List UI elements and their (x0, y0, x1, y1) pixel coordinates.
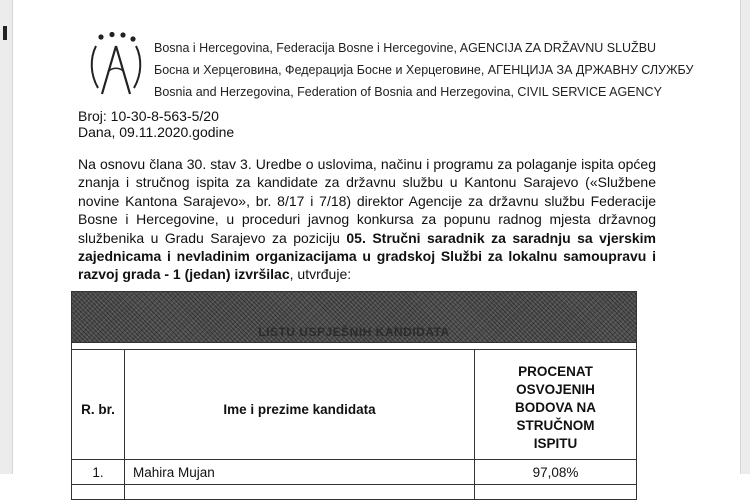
header-score-line: BODOVA NA (515, 400, 596, 415)
paragraph-ending: , utvrđuje: (289, 266, 352, 283)
edge-marker (3, 26, 7, 40)
table-header-row (72, 350, 637, 460)
table-caption-cell (72, 292, 637, 343)
reference-date: Dana, 09.11.2020.godine (78, 124, 235, 140)
table-spacer-row (72, 343, 637, 350)
reference-number: Broj: 10-30-8-563-5/20 (78, 108, 219, 124)
candidate-score: 97,08% (475, 460, 637, 485)
header-score-line: ISPITU (533, 436, 578, 451)
table-caption-row (72, 292, 637, 343)
candidates-table (71, 291, 637, 500)
table-row-partial (72, 485, 637, 500)
viewer-right-edge (740, 0, 750, 474)
agency-logo-icon (88, 32, 144, 102)
header-score-line: STRUČNOM (516, 418, 595, 433)
header-candidate-name: Ime i prezime kandidata (125, 350, 475, 460)
agency-line-english: Bosnia and Herzegovina, Federation of Bosnia and Herzegovina, CIVIL SERVICE AGENCY (154, 85, 662, 99)
position-title: 05. Stručni saradnik za saradnju sa vjerskim zajednicama i nevladinim organizacijama u gradskoj Službi za lokalnu samoupravu i razvoj grada - 1 (jedan) izvršilac (78, 229, 656, 283)
header-score-line: OSVOJENIH (516, 382, 595, 397)
candidate-name: Mahira Mujan (125, 460, 475, 485)
paragraph-text: Na osnovu člana 30. stav 3. Uredbe o uslovima, načinu i programu za polaganje ispita općeg znanja i stručnog ispita za kandidate za državnu službu u Kantonu Sarajevo («Službene novine Kantona Sarajevo», br. 8/17 i 7/18) direktor Agencije za državnu službu Federacije Bosne i Hercegovine, u proceduri javnog konkursa za popunu radnog mjesta državnog službenika u Gradu Sarajevo za poziciju (78, 156, 656, 246)
header-row-number: R. br. (72, 350, 125, 460)
header-score (475, 350, 637, 460)
table-row (72, 460, 637, 485)
table-caption: LISTU USPJEŠNIH KANDIDATA (258, 325, 450, 339)
row-number: 1. (72, 460, 125, 485)
agency-line-cyrillic: Босна и Херцеговина, Федерација Босне и Херцеговине, АГЕНЦИЈА ЗА ДРЖАВНУ СЛУЖБУ (154, 63, 694, 77)
decision-paragraph (78, 155, 656, 284)
agency-line-latin: Bosna i Hercegovina, Federacija Bosne i Hercegovine, AGENCIJA ZA DRŽAVNU SLUŽBU (154, 41, 657, 55)
viewer-left-edge (0, 0, 13, 474)
header-score-line: PROCENAT (518, 364, 593, 379)
